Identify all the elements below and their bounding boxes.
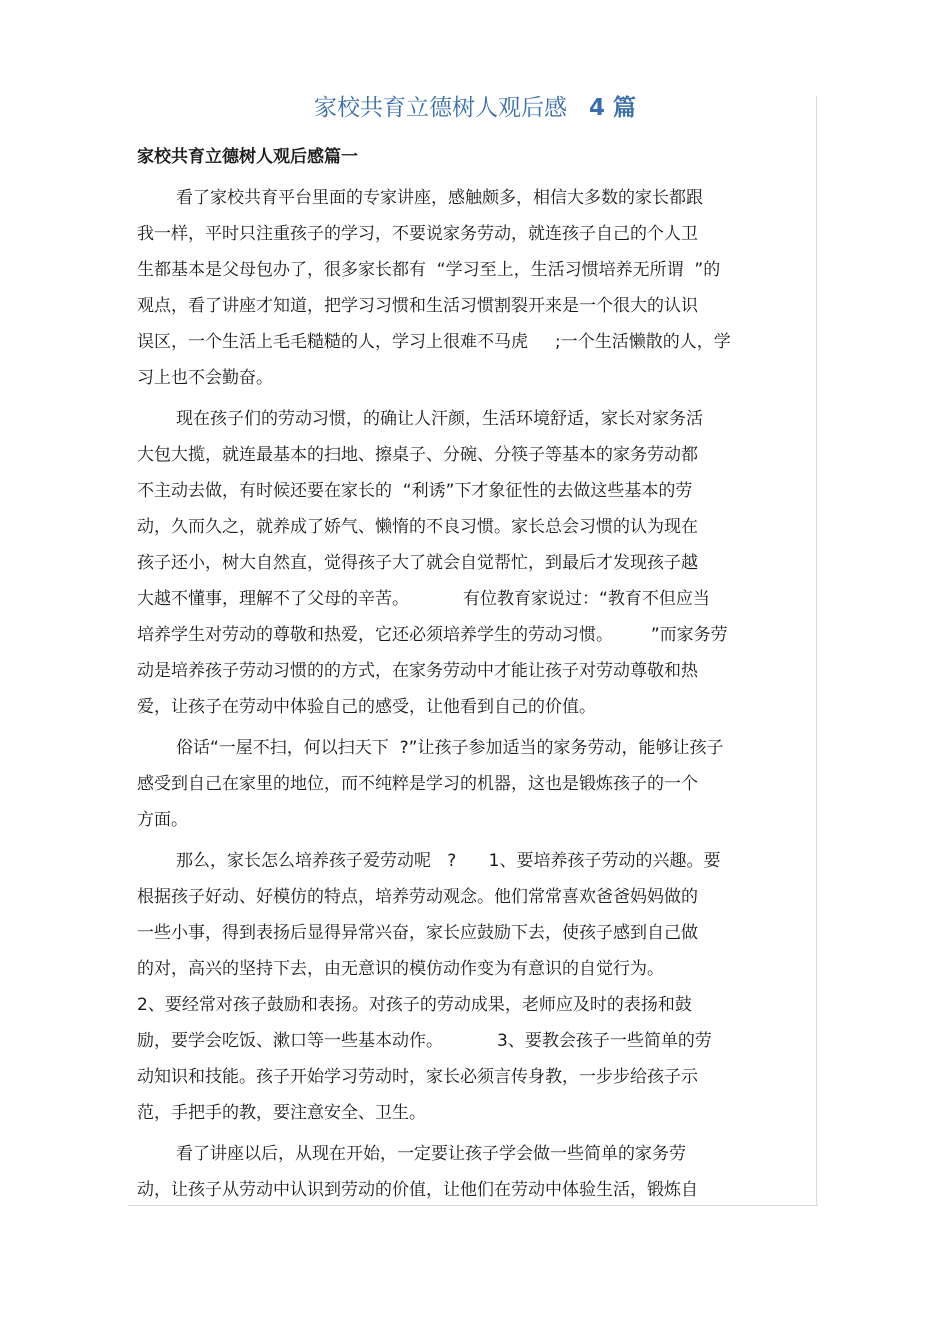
- paragraph-line: 误区，一个生活上毛毛糙糙的人，学习上很难不马虎 ;一个生活懒散的人，学: [137, 332, 731, 352]
- page-border-right: [816, 96, 817, 1206]
- paragraph-line: 爱，让孩子在劳动中体验自己的感受，让他看到自己的价值。: [137, 697, 596, 717]
- paragraph-line: 动是培养孩子劳动习惯的的方式，在家务劳动中才能让孩子对劳动尊敬和热: [137, 661, 698, 681]
- paragraph-line: 培养学生对劳动的尊敬和热爱，它还必须培养学生的劳动习惯。 ”而家务劳: [137, 625, 728, 645]
- document-title: [0, 92, 950, 124]
- paragraph-line: 现在孩子们的劳动习惯，的确让人汗颜，生活环境舒适，家长对家务活: [176, 409, 703, 429]
- paragraph-line: 我一样，平时只注重孩子的学习，不要说家务劳动，就连孩子自己的个人卫: [137, 224, 698, 244]
- paragraph-line: 动知识和技能。孩子开始学习劳动时，家长必须言传身教，一步步给孩子示: [137, 1067, 698, 1087]
- paragraph-line: 动，久而久之，就养成了娇气、懒惰的不良习惯。家长总会习惯的认为现在: [137, 517, 698, 537]
- paragraph-line: 动，让孩子从劳动中认识到劳动的价值，让他们在劳动中体验生活，锻炼自: [137, 1180, 698, 1200]
- paragraph-line: 习上也不会勤奋。: [137, 368, 273, 388]
- paragraph-line: 观点，看了讲座才知道，把学习习惯和生活习惯割裂开来是一个很大的认识: [137, 296, 698, 316]
- paragraph-line: 孩子还小，树大自然直，觉得孩子大了就会自觉帮忙，到最后才发现孩子越: [137, 553, 698, 573]
- page-border-bottom: [128, 1205, 818, 1206]
- paragraph-line: 看了家校共育平台里面的专家讲座，感触颇多，相信大多数的家长都跟: [176, 188, 703, 208]
- paragraph-line: 2、要经常对孩子鼓励和表扬。对孩子的劳动成果，老师应及时的表扬和鼓: [137, 995, 692, 1015]
- paragraph-line: 大越不懂事，理解不了父母的辛苦。 有位教育家说过：“教育不但应当: [137, 589, 710, 609]
- paragraph-line: 不主动去做，有时候还要在家长的 “利诱”下才象征性的去做这些基本的劳: [137, 481, 693, 501]
- paragraph-line: 看了讲座以后，从现在开始，一定要让孩子学会做一些简单的家务劳: [176, 1144, 686, 1164]
- paragraph-line: 的对，高兴的坚持下去，由无意识的模仿动作变为有意识的自觉行为。: [137, 959, 664, 979]
- paragraph-line: 根据孩子好动、好模仿的特点，培养劳动观念。他们常常喜欢爸爸妈妈做的: [137, 887, 698, 907]
- paragraph-line: 那么，家长怎么培养孩子爱劳动呢 ? 1、要培养孩子劳动的兴趣。要: [176, 851, 721, 871]
- paragraph-line: 感受到自己在家里的地位，而不纯粹是学习的机器，这也是锻炼孩子的一个: [137, 774, 698, 794]
- paragraph-line: 方面。: [137, 810, 188, 830]
- paragraph-line: 生都基本是父母包办了，很多家长都有 “学习至上，生活习惯培养无所谓 ”的: [137, 260, 721, 280]
- paragraph-line: 俗话“一屋不扫，何以扫天下 ?”让孩子参加适当的家务劳动，能够让孩子: [176, 738, 724, 758]
- paragraph-line: 励，要学会吃饭、漱口等一些基本动作。 3、要教会孩子一些简单的劳: [137, 1031, 712, 1051]
- paragraph-line: 大包大揽，就连最基本的扫地、擦桌子、分碗、分筷子等基本的家务劳动都: [137, 445, 698, 465]
- document-title-count: 4 篇: [588, 95, 636, 121]
- document-title-text: 家校共育立德树人观后感: [314, 95, 589, 121]
- paragraph-line: 范，手把手的教，要注意安全、卫生。: [137, 1103, 426, 1123]
- section-heading: 家校共育立德树人观后感篇一: [137, 147, 358, 167]
- paragraph-line: 一些小事，得到表扬后显得异常兴奋，家长应鼓励下去，使孩子感到自己做: [137, 923, 698, 943]
